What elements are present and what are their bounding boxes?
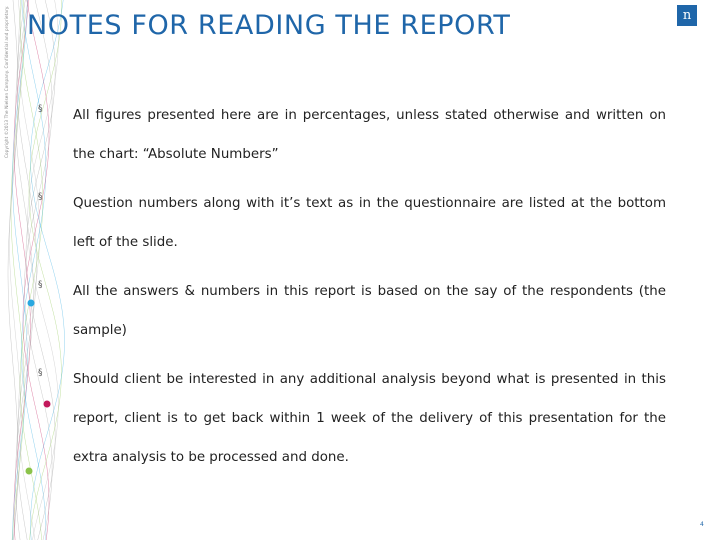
- bullet-text: Question numbers along with it’s text as in the questionnaire are listed at the bottom left of the slide.: [73, 196, 666, 250]
- nielsen-logo: [677, 5, 697, 26]
- bullet-text: All the answers & numbers in this report is based on the say of the respondents (the sample): [73, 284, 666, 338]
- bullet-item: [32, 96, 666, 174]
- bullet-text: All figures presented here are in percentages, unless stated otherwise and written on the chart: “Absolute Numbers”: [73, 108, 666, 162]
- page-title: NOTES FOR READING THE REPORT: [27, 10, 511, 41]
- logo-text: n: [682, 8, 692, 23]
- bullet-square-icon: §: [38, 192, 43, 202]
- bullet-square-icon: §: [38, 104, 43, 114]
- bullet-item: [32, 360, 666, 477]
- bullet-square-icon: §: [38, 280, 43, 290]
- wave-line: [11, 0, 24, 540]
- page-number: 4: [700, 521, 704, 528]
- wave-line: [10, 0, 22, 540]
- bullet-list: [32, 96, 666, 487]
- wave-line: [16, 0, 34, 540]
- bullet-square-icon: §: [38, 368, 43, 378]
- copyright-notice: [4, 5, 10, 158]
- bullet-item: [32, 272, 666, 350]
- copyright-text: Copyright ©2013 The Nielsen Company. Confidential and proprietary.: [4, 5, 9, 158]
- bullet-item: [32, 184, 666, 262]
- bullet-text: Should client be interested in any additional analysis beyond what is presented in this report, client is to get back within 1 week of the delivery of this presentation for the extra analysis to be processed and done.: [73, 372, 666, 465]
- wave-line: [14, 0, 30, 540]
